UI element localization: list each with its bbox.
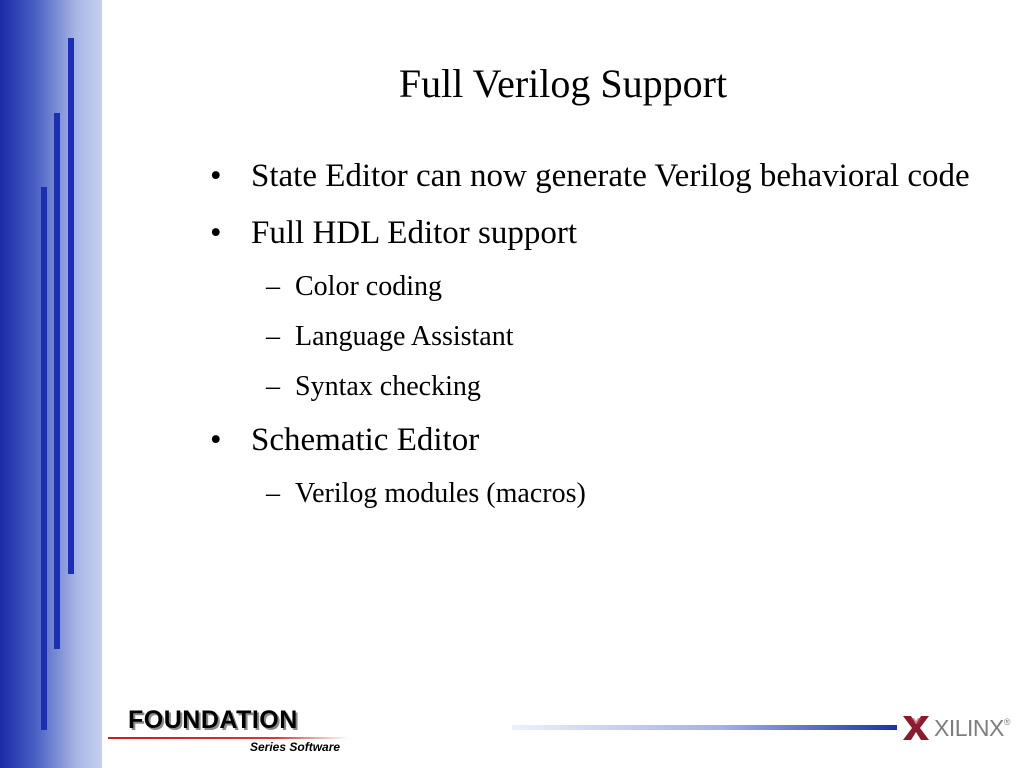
slide-title: Full Verilog Support — [398, 61, 728, 106]
bullet-marker: • — [210, 158, 222, 194]
bullet-item — [210, 418, 1000, 463]
sub-bullet-text: Color coding — [295, 271, 442, 302]
series-software-tagline: Series Software — [250, 740, 341, 754]
sub-bullet-marker: – — [266, 478, 280, 509]
bullet-text: Schematic Editor — [251, 422, 480, 458]
footer-gradient-rule — [512, 725, 897, 730]
company-name-text: XILINX — [934, 715, 1004, 741]
decor-vertical-line — [68, 38, 74, 574]
bullet-text: State Editor can now generate Verilog behavioral code — [251, 158, 970, 194]
sub-bullet-text: Syntax checking — [295, 371, 481, 402]
bullet-text: Full HDL Editor support — [251, 215, 578, 251]
xilinx-logo-icon — [901, 713, 931, 743]
sub-bullet-text: Language Assistant — [295, 321, 514, 352]
sub-bullet-item — [210, 475, 1000, 513]
sub-bullet-marker: – — [266, 271, 280, 302]
side-decoration-band — [0, 0, 102, 768]
decor-vertical-line — [41, 187, 47, 730]
bullet-marker: • — [210, 422, 222, 458]
bullet-item — [210, 154, 1000, 199]
foundation-brand: FOUNDATION — [128, 706, 298, 734]
sub-bullet-marker: – — [266, 321, 280, 352]
sub-bullet-marker: – — [266, 371, 280, 402]
sub-bullet-item — [210, 368, 1000, 406]
sub-bullet-item — [210, 268, 1000, 306]
brand-underline — [108, 737, 348, 739]
bullet-item — [210, 211, 1000, 256]
decor-vertical-line — [54, 113, 60, 649]
registered-mark: ® — [1003, 717, 1011, 727]
bullet-list — [210, 154, 1000, 525]
bullet-marker: • — [210, 215, 222, 251]
company-name — [934, 715, 1010, 742]
sub-bullet-item — [210, 318, 1000, 356]
sub-bullet-text: Verilog modules (macros) — [295, 478, 586, 509]
